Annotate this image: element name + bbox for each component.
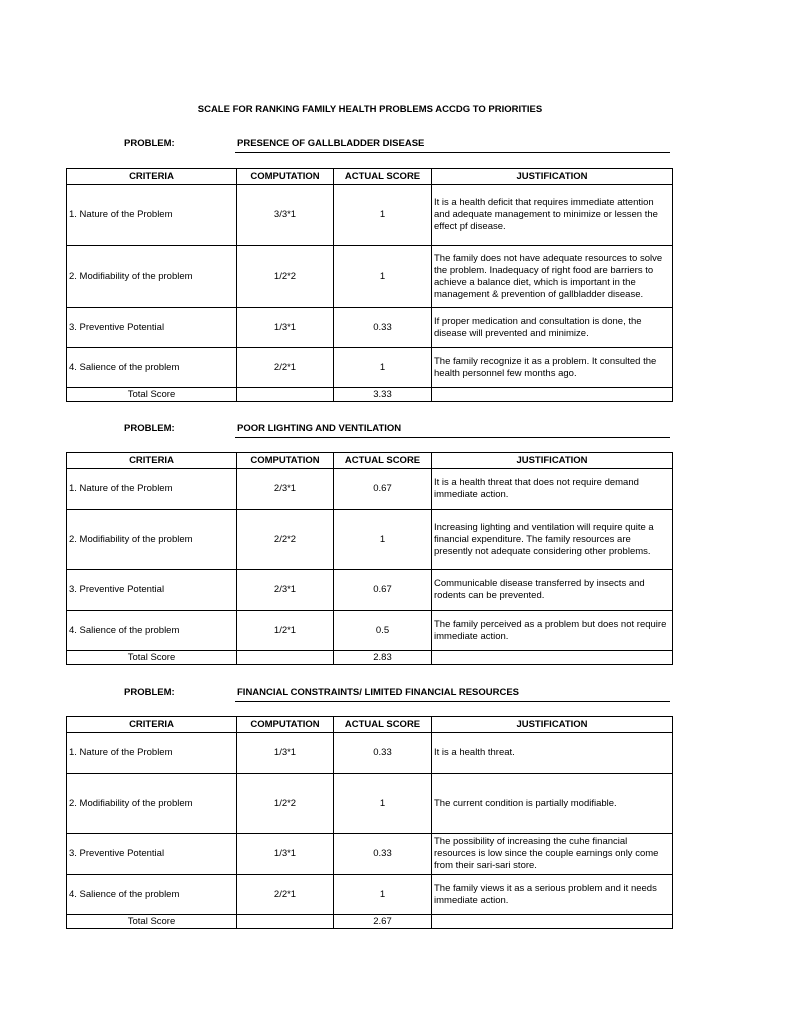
computation-cell: 1/3*1 — [237, 834, 334, 875]
problem-label: PROBLEM: — [124, 138, 175, 149]
computation-cell: 2/3*1 — [237, 469, 334, 510]
score-cell: 0.5 — [334, 611, 432, 651]
total-score: 3.33 — [334, 388, 432, 402]
total-label: Total Score — [67, 651, 237, 665]
problem-name: PRESENCE OF GALLBLADDER DISEASE — [235, 138, 670, 153]
header-computation: COMPUTATION — [237, 453, 334, 469]
total-justification-empty — [432, 388, 673, 402]
table-row — [67, 510, 673, 570]
total-spacer — [237, 651, 334, 665]
total-score: 2.83 — [334, 651, 432, 665]
score-cell: 1 — [334, 348, 432, 388]
table-row — [67, 570, 673, 611]
problem-name: FINANCIAL CONSTRAINTS/ LIMITED FINANCIAL RESOURCES — [235, 687, 670, 702]
total-spacer — [237, 915, 334, 929]
problem-heading-1 — [0, 138, 791, 154]
table-header-row — [67, 717, 673, 733]
computation-cell: 1/2*2 — [237, 774, 334, 834]
header-computation: COMPUTATION — [237, 717, 334, 733]
header-justification: JUSTIFICATION — [432, 169, 673, 185]
table-row — [67, 875, 673, 915]
justification-cell: The possibility of increasing the cuhe financial resources is low since the couple earnings only come from their sari-sari store. — [432, 834, 673, 875]
justification-cell: The family does not have adequate resources to solve the problem. Inadequacy of right food are barriers to achieve a balance diet, which is important in the management & prevention of gallbladder disease. — [432, 246, 673, 308]
table-row — [67, 308, 673, 348]
justification-cell: It is a health deficit that requires immediate attention and adequate management to minimize or lessen the effect pf disease. — [432, 185, 673, 246]
header-actual-score: ACTUAL SCORE — [334, 717, 432, 733]
score-cell: 1 — [334, 185, 432, 246]
justification-cell: It is a health threat. — [432, 733, 673, 774]
problem-label: PROBLEM: — [124, 423, 175, 434]
table-row — [67, 348, 673, 388]
table-header-row — [67, 453, 673, 469]
score-cell: 1 — [334, 875, 432, 915]
table-row — [67, 185, 673, 246]
justification-cell: The family recognize it as a problem. It consulted the health personnel few months ago. — [432, 348, 673, 388]
total-justification-empty — [432, 651, 673, 665]
criteria-cell: 3. Preventive Potential — [67, 834, 237, 875]
computation-cell: 2/2*1 — [237, 348, 334, 388]
score-cell: 0.33 — [334, 834, 432, 875]
table-row — [67, 469, 673, 510]
computation-cell: 1/2*2 — [237, 246, 334, 308]
criteria-cell: 1. Nature of the Problem — [67, 185, 237, 246]
total-row — [67, 915, 673, 929]
table-row — [67, 774, 673, 834]
problem-label: PROBLEM: — [124, 687, 175, 698]
problem-name: POOR LIGHTING AND VENTILATION — [235, 423, 670, 438]
table-header-row — [67, 169, 673, 185]
score-cell: 0.67 — [334, 469, 432, 510]
header-criteria: CRITERIA — [67, 453, 237, 469]
justification-cell: Increasing lighting and ventilation will require quite a financial expenditure. The family resources are presently not adequate considering other problems. — [432, 510, 673, 570]
justification-cell: It is a health threat that does not require demand immediate action. — [432, 469, 673, 510]
computation-cell: 1/3*1 — [237, 308, 334, 348]
criteria-cell: 1. Nature of the Problem — [67, 469, 237, 510]
justification-cell: The current condition is partially modifiable. — [432, 774, 673, 834]
total-spacer — [237, 388, 334, 402]
table-row — [67, 733, 673, 774]
score-cell: 1 — [334, 246, 432, 308]
score-cell: 0.33 — [334, 308, 432, 348]
header-justification: JUSTIFICATION — [432, 453, 673, 469]
criteria-cell: 4. Salience of the problem — [67, 611, 237, 651]
total-row — [67, 388, 673, 402]
justification-cell: The family perceived as a problem but does not require immediate action. — [432, 611, 673, 651]
total-score: 2.67 — [334, 915, 432, 929]
justification-cell: Communicable disease transferred by insects and rodents can be prevented. — [432, 570, 673, 611]
header-criteria: CRITERIA — [67, 717, 237, 733]
justification-cell: If proper medication and consultation is done, the disease will prevented and minimize. — [432, 308, 673, 348]
criteria-cell: 2. Modifiability of the problem — [67, 246, 237, 308]
total-label: Total Score — [67, 915, 237, 929]
criteria-cell: 2. Modifiability of the problem — [67, 510, 237, 570]
table-row — [67, 611, 673, 651]
table-row — [67, 834, 673, 875]
computation-cell: 2/2*2 — [237, 510, 334, 570]
problem-heading-2 — [0, 423, 791, 439]
computation-cell: 2/2*1 — [237, 875, 334, 915]
total-label: Total Score — [67, 388, 237, 402]
score-cell: 0.33 — [334, 733, 432, 774]
score-cell: 0.67 — [334, 570, 432, 611]
criteria-cell: 1. Nature of the Problem — [67, 733, 237, 774]
justification-cell: The family views it as a serious problem and it needs immediate action. — [432, 875, 673, 915]
total-row — [67, 651, 673, 665]
score-cell: 1 — [334, 774, 432, 834]
ranking-table-3 — [66, 716, 673, 929]
ranking-table-1 — [66, 168, 673, 402]
table-row — [67, 246, 673, 308]
header-actual-score: ACTUAL SCORE — [334, 169, 432, 185]
document-title: SCALE FOR RANKING FAMILY HEALTH PROBLEMS ACCDG TO PRIORITIES — [197, 104, 543, 115]
criteria-cell: 2. Modifiability of the problem — [67, 774, 237, 834]
criteria-cell: 3. Preventive Potential — [67, 570, 237, 611]
total-justification-empty — [432, 915, 673, 929]
criteria-cell: 4. Salience of the problem — [67, 875, 237, 915]
header-justification: JUSTIFICATION — [432, 717, 673, 733]
score-cell: 1 — [334, 510, 432, 570]
criteria-cell: 4. Salience of the problem — [67, 348, 237, 388]
header-criteria: CRITERIA — [67, 169, 237, 185]
header-actual-score: ACTUAL SCORE — [334, 453, 432, 469]
criteria-cell: 3. Preventive Potential — [67, 308, 237, 348]
computation-cell: 2/3*1 — [237, 570, 334, 611]
header-computation: COMPUTATION — [237, 169, 334, 185]
computation-cell: 1/2*1 — [237, 611, 334, 651]
computation-cell: 3/3*1 — [237, 185, 334, 246]
computation-cell: 1/3*1 — [237, 733, 334, 774]
problem-heading-3 — [0, 687, 791, 703]
ranking-table-2 — [66, 452, 673, 665]
